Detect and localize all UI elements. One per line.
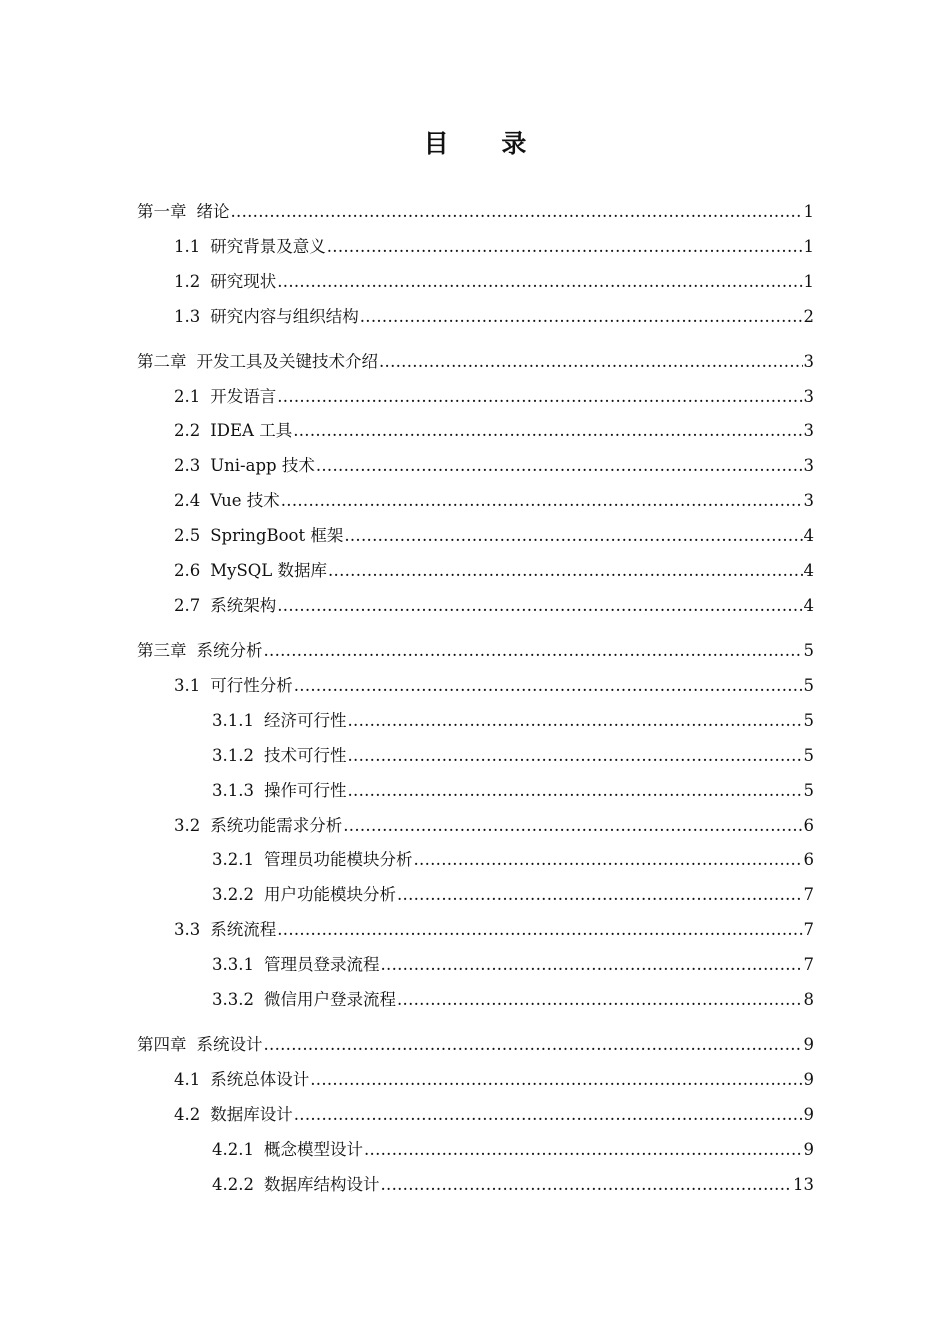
toc-entry[interactable] xyxy=(174,592,814,620)
toc-entry-title: 绪论 xyxy=(196,202,230,221)
toc-entry[interactable] xyxy=(174,268,814,296)
toc-entry[interactable] xyxy=(174,916,814,944)
toc-entry[interactable] xyxy=(174,452,814,480)
toc-dot-leader xyxy=(380,951,802,979)
toc-dot-leader xyxy=(281,487,803,515)
toc-dot-leader xyxy=(231,198,803,226)
toc-entry[interactable] xyxy=(174,672,814,700)
toc-entry-title: SpringBoot 框架 xyxy=(210,526,344,545)
toc-entry-title: 数据库结构设计 xyxy=(263,1175,380,1194)
toc-entry-page-number: 4 xyxy=(803,561,814,580)
toc-dot-leader xyxy=(379,348,803,376)
toc-entry-page-number: 3 xyxy=(803,387,814,406)
toc-dot-leader xyxy=(293,417,802,445)
toc-entry-title: 数据库设计 xyxy=(210,1105,293,1124)
toc-entry-title: 开发工具及关键技术介绍 xyxy=(196,352,378,371)
toc-entry-title: 研究内容与组织结构 xyxy=(210,307,359,326)
toc-entry-page-number: 5 xyxy=(803,746,814,765)
toc-entry-page-number: 1 xyxy=(803,237,814,256)
toc-entry-number: 2.4 xyxy=(174,491,201,510)
toc-entry-page-number: 1 xyxy=(803,202,814,221)
toc-entry-title: 微信用户登录流程 xyxy=(263,990,396,1009)
toc-entry-number: 4.2.1 xyxy=(212,1140,254,1159)
toc-entry[interactable] xyxy=(174,812,814,840)
toc-entry-number: 3.2 xyxy=(174,816,201,835)
toc-entry-title: 系统功能需求分析 xyxy=(210,816,343,835)
toc-entry[interactable] xyxy=(174,233,814,261)
toc-entry[interactable] xyxy=(174,383,814,411)
toc-entry[interactable] xyxy=(212,742,814,770)
toc-entry[interactable] xyxy=(212,986,814,1014)
toc-entry-page-number: 7 xyxy=(803,885,814,904)
toc-entry-page-number: 8 xyxy=(803,990,814,1009)
toc-entry-page-number: 5 xyxy=(803,676,814,695)
toc-entry-page-number: 9 xyxy=(803,1105,814,1124)
toc-entry[interactable] xyxy=(212,1136,814,1164)
toc-entry-title: 系统总体设计 xyxy=(210,1070,310,1089)
toc-entry-page-number: 2 xyxy=(803,307,814,326)
toc-entry-title: 可行性分析 xyxy=(210,676,293,695)
toc-dot-leader xyxy=(277,592,802,620)
toc-entry-title: 系统架构 xyxy=(210,596,277,615)
toc-dot-leader xyxy=(294,672,803,700)
toc-entry-number: 1.2 xyxy=(174,272,201,291)
toc-entry-title: 系统流程 xyxy=(210,920,277,939)
toc-entry-title: MySQL 数据库 xyxy=(210,561,327,580)
toc-dot-leader xyxy=(360,303,803,331)
toc-entry-title: 管理员登录流程 xyxy=(263,955,380,974)
toc-entry-page-number: 3 xyxy=(803,491,814,510)
toc-entry-page-number: 4 xyxy=(803,596,814,615)
toc-dot-leader xyxy=(397,986,803,1014)
toc-dot-leader xyxy=(277,916,802,944)
toc-entry-page-number: 5 xyxy=(803,641,814,660)
toc-entry-number: 3.3.2 xyxy=(212,990,254,1009)
toc-dot-leader xyxy=(277,268,802,296)
toc-entry-number: 3.1.2 xyxy=(212,746,254,765)
toc-entry[interactable] xyxy=(174,1101,814,1129)
toc-entry-title: 操作可行性 xyxy=(263,781,347,800)
toc-dot-leader xyxy=(264,1031,803,1059)
toc-entry[interactable] xyxy=(212,777,814,805)
toc-entry-number: 2.7 xyxy=(174,596,201,615)
toc-entry-title: 系统分析 xyxy=(196,641,263,660)
toc-dot-leader xyxy=(347,707,802,735)
toc-dot-leader xyxy=(264,637,803,665)
toc-entry[interactable] xyxy=(137,198,814,226)
toc-entry-title: Vue 技术 xyxy=(210,491,280,510)
toc-dot-leader xyxy=(343,812,802,840)
toc-entry-title: 用户功能模块分析 xyxy=(263,885,396,904)
toc-entry[interactable] xyxy=(174,1066,814,1094)
toc-entry[interactable] xyxy=(137,637,814,665)
toc-entry-page-number: 7 xyxy=(803,920,814,939)
toc-dot-leader xyxy=(310,1066,802,1094)
toc-dot-leader xyxy=(397,881,803,909)
toc-entry-title: 经济可行性 xyxy=(263,711,347,730)
toc-entry-page-number: 1 xyxy=(803,272,814,291)
toc-entry-page-number: 3 xyxy=(803,421,814,440)
toc-entry-title: Uni-app 技术 xyxy=(210,456,315,475)
toc-dot-leader xyxy=(364,1136,803,1164)
toc-entry[interactable] xyxy=(212,846,814,874)
toc-entry-page-number: 13 xyxy=(793,1175,814,1194)
toc-entry[interactable] xyxy=(212,707,814,735)
toc-entry-number: 2.5 xyxy=(174,526,201,545)
toc-entry-number: 4.2 xyxy=(174,1105,201,1124)
toc-entry-number: 4.1 xyxy=(174,1070,201,1089)
toc-entry[interactable] xyxy=(137,348,814,376)
toc-entry-number: 2.1 xyxy=(174,387,201,406)
toc-entry-title: 技术可行性 xyxy=(263,746,347,765)
toc-entry-number: 1.3 xyxy=(174,307,201,326)
toc-entry-title: 开发语言 xyxy=(210,387,277,406)
toc-dot-leader xyxy=(413,846,802,874)
toc-entry[interactable] xyxy=(174,303,814,331)
toc-entry-title: 概念模型设计 xyxy=(263,1140,363,1159)
toc-entry-page-number: 9 xyxy=(803,1070,814,1089)
toc-entry-number: 3.3 xyxy=(174,920,201,939)
toc-entry-title: 研究背景及意义 xyxy=(210,237,326,256)
toc-entry[interactable] xyxy=(174,417,814,445)
page-title: 目 录 xyxy=(423,129,549,158)
toc-entry-number: 第一章 xyxy=(137,202,187,221)
toc-entry-page-number: 9 xyxy=(803,1140,814,1159)
toc-entry-number: 3.3.1 xyxy=(212,955,254,974)
toc-entry[interactable] xyxy=(137,1031,814,1059)
toc-entry-number: 3.1 xyxy=(174,676,201,695)
toc-entry-page-number: 6 xyxy=(803,850,814,869)
toc-entry-number: 1.1 xyxy=(174,237,201,256)
toc-entry-number: 2.3 xyxy=(174,456,201,475)
toc-entry-number: 第三章 xyxy=(137,641,187,660)
toc-entry-page-number: 6 xyxy=(803,816,814,835)
toc-entry-title: 系统设计 xyxy=(196,1035,263,1054)
toc-entry-page-number: 3 xyxy=(803,456,814,475)
toc-entry-number: 3.1.3 xyxy=(212,781,254,800)
toc-dot-leader xyxy=(316,452,803,480)
toc-dot-leader xyxy=(380,1171,792,1199)
toc-entry-number: 第四章 xyxy=(137,1035,187,1054)
toc-dot-leader xyxy=(327,233,803,261)
toc-entry-number: 3.1.1 xyxy=(212,711,254,730)
toc-entry-number: 第二章 xyxy=(137,352,187,371)
toc-entry-page-number: 3 xyxy=(803,352,814,371)
toc-entry[interactable] xyxy=(212,1171,814,1199)
toc-dot-leader xyxy=(277,383,802,411)
toc-dot-leader xyxy=(347,777,802,805)
toc-entry-page-number: 9 xyxy=(803,1035,814,1054)
toc-dot-leader xyxy=(294,1101,803,1129)
toc-entry-number: 4.2.2 xyxy=(212,1175,254,1194)
toc-entry-page-number: 4 xyxy=(803,526,814,545)
toc-entry-number: 2.2 xyxy=(174,421,201,440)
toc-entry-number: 3.2.1 xyxy=(212,850,254,869)
toc-entry-page-number: 5 xyxy=(803,711,814,730)
toc-dot-leader xyxy=(344,522,802,550)
toc-entry[interactable] xyxy=(174,522,814,550)
toc-entry-title: 管理员功能模块分析 xyxy=(263,850,413,869)
toc-dot-leader xyxy=(328,557,803,585)
toc-entry-page-number: 7 xyxy=(803,955,814,974)
toc-entry[interactable] xyxy=(174,487,814,515)
toc-entry[interactable] xyxy=(174,557,814,585)
toc-entry-number: 2.6 xyxy=(174,561,201,580)
toc-entry-number: 3.2.2 xyxy=(212,885,254,904)
toc-entry[interactable] xyxy=(212,881,814,909)
toc-entry-title: 研究现状 xyxy=(210,272,277,291)
toc-entry-title: IDEA 工具 xyxy=(210,421,293,440)
toc-dot-leader xyxy=(347,742,802,770)
toc-entry[interactable] xyxy=(212,951,814,979)
toc-entry-page-number: 5 xyxy=(803,781,814,800)
